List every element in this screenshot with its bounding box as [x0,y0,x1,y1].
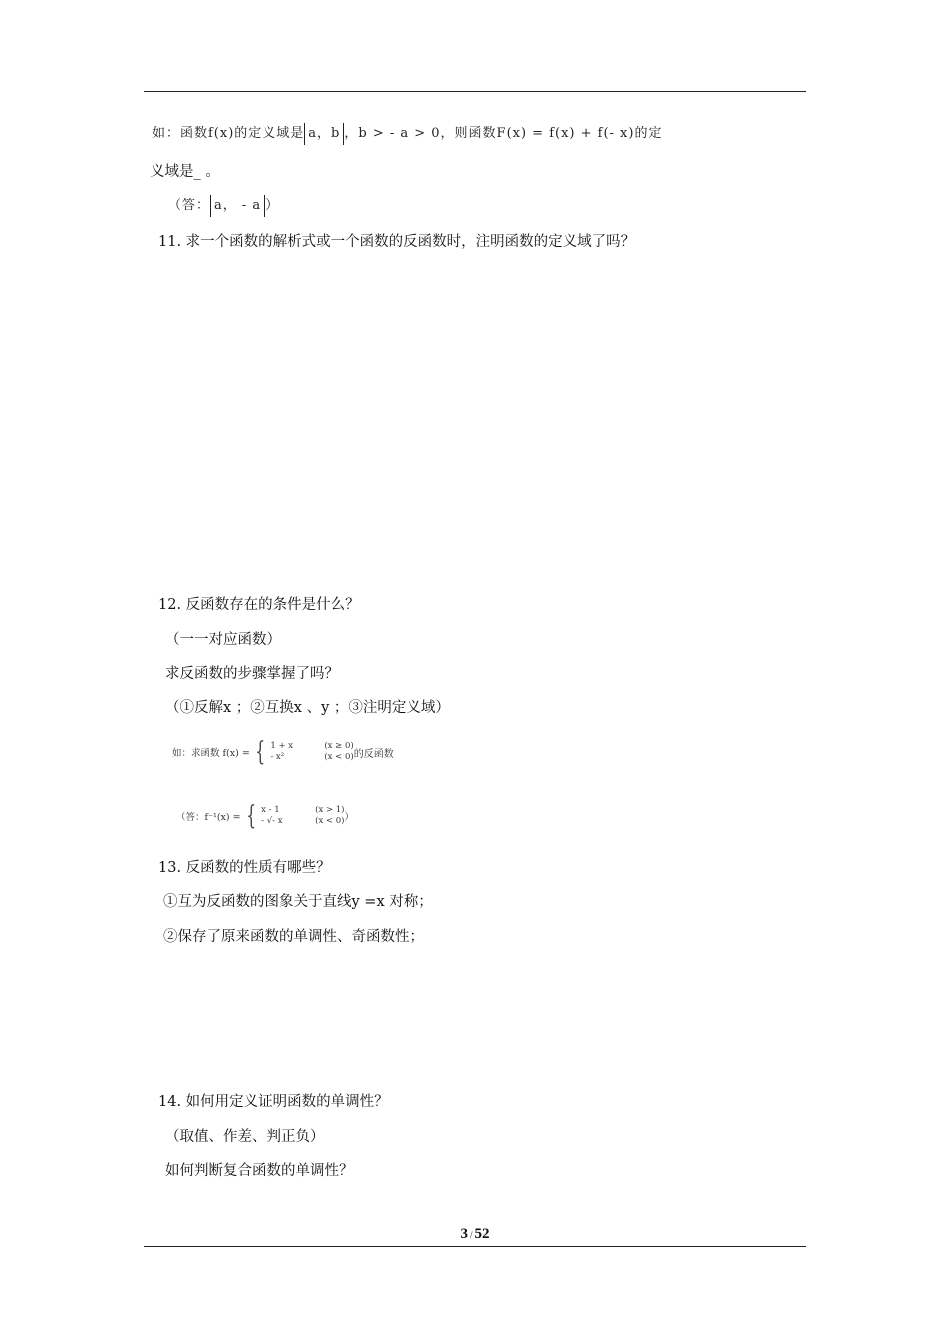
current-page: 3 [460,1226,468,1242]
header-rule [144,91,806,92]
question-13: 13. 反函数的性质有哪些？ [158,860,331,876]
interval-answer: a， - a [210,195,265,217]
example-answer [168,195,279,217]
page-separator: / [469,1230,473,1240]
example-text: 如：函数f(x)的定义域是 [152,126,305,141]
formula-pre: 如：求函数 f(x) = [172,748,250,759]
q13-answer-2: ②保存了原来函数的单调性、奇函数性； [163,929,424,945]
brace-icon: { [255,737,266,767]
interval-ab: a，b [304,123,344,145]
case-1-cond: (x > 1) [315,805,345,815]
q12-answer-2: （①反解x ；②互换x 、y ；③注明定义域） [165,700,450,716]
piecewise-cases [270,741,353,763]
total-pages: 52 [474,1226,490,1242]
q14-question-2: 如何判断复合函数的单调性？ [165,1163,354,1179]
case-1-cond: (x ≥ 0) [324,741,354,751]
q12-answer-formula [176,801,355,831]
example-text-2: ，b > - a > 0，则函数F(x) = f(x) + f(- x)的定 [344,126,663,141]
page-number [0,1226,950,1243]
case-1-expr: 1 + x [270,741,294,751]
brace-icon: { [245,801,256,831]
answer-formula-pre: （答：f⁻¹(x) = [176,812,241,823]
example-line-2: 义域是_ 。 [150,164,220,180]
case-2-expr: - x² [270,752,285,762]
q12-answer-1: （一一对应函数） [165,632,281,648]
q14-answer-1: （取值、作差、判正负） [165,1129,325,1145]
question-14: 14. 如何用定义证明函数的单调性？ [158,1094,389,1110]
formula-post: 的反函数 [353,748,394,760]
answer-post: ） [265,198,280,213]
q12-example-formula [172,737,394,767]
answer-formula-post: ） [344,812,355,823]
footer-rule [144,1246,806,1247]
case-2-cond: (x < 0) [324,752,354,762]
q12-question-2: 求反函数的步骤掌握了吗？ [165,666,339,682]
question-11: 11. 求一个函数的解析式或一个函数的反函数时，注明函数的定义域了吗？ [158,234,636,250]
case-1-expr: x - 1 [261,805,280,815]
answer-pre: （答： [168,198,211,213]
example-line-1 [152,123,662,145]
case-2-cond: (x < 0) [315,816,345,826]
q13-answer-1: ①互为反函数的图象关于直线y =x 对称； [163,894,433,910]
question-12: 12. 反函数存在的条件是什么？ [158,597,360,613]
piecewise-cases [261,805,344,827]
case-2-expr: - √- x [261,816,283,826]
